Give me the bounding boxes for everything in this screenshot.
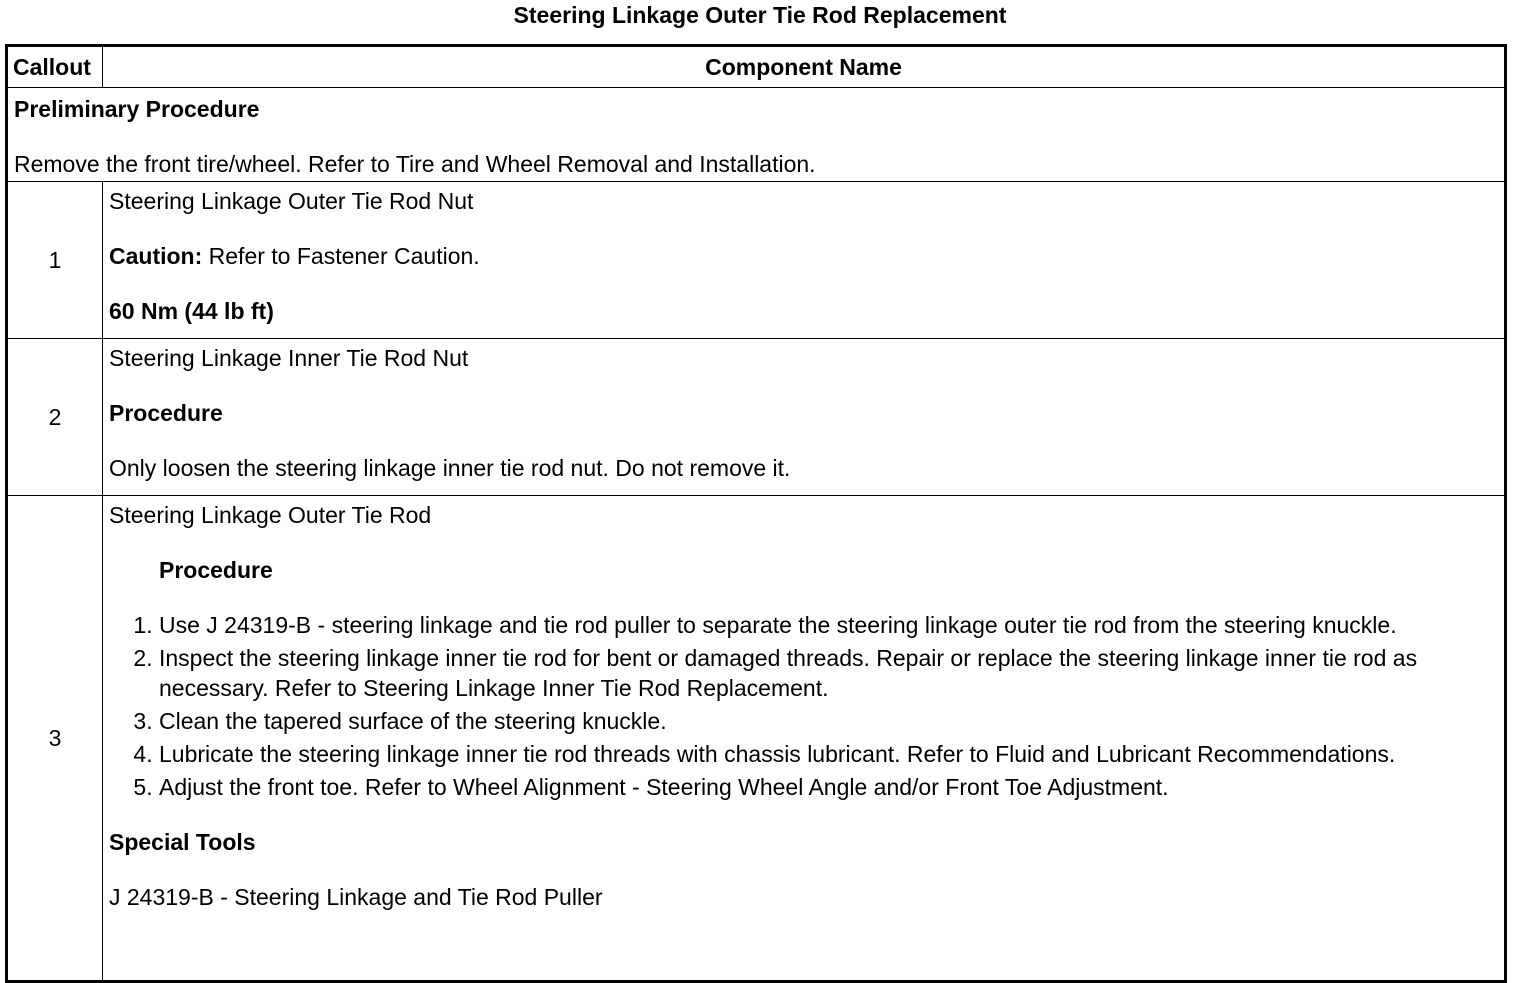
component-name-header: Component Name [103,46,1506,88]
procedure-step: 5. Adjust the front toe. Refer to Wheel Alignment - Steering Wheel Angle and/or Front Toe Adjustment. [159,772,1498,802]
callout-number: 3 [7,496,103,982]
procedure-step: 1. Use J 24319-B - steering linkage and tie rod puller to separate the steering linkage outer tie rod from the steering knuckle. [159,610,1498,640]
callout-header: Callout [7,46,103,88]
header-row [7,46,1506,88]
component-cell [103,182,1506,339]
component-cell [103,496,1506,982]
special-tools-heading: Special Tools [109,829,256,855]
procedure-table [5,44,1507,983]
callout-number: 1 [7,182,103,339]
page-title: Steering Linkage Outer Tie Rod Replacement [513,2,1007,28]
component-cell [103,339,1506,496]
procedure-step: 3. Clean the tapered surface of the steering knuckle. [159,706,1498,736]
procedure-steps [109,610,1498,802]
callout-number: 2 [7,339,103,496]
preliminary-row [7,88,1506,182]
caution-line [109,241,1498,271]
table-row [7,182,1506,339]
preliminary-text: Remove the front tire/wheel. Refer to Tire and Wheel Removal and Installation. [14,151,816,177]
table-row [7,496,1506,982]
component-name: Steering Linkage Outer Tie Rod Nut [109,188,474,214]
caution-label: Caution: [109,243,203,269]
torque-spec: 60 Nm (44 lb ft) [109,298,274,324]
component-name: Steering Linkage Inner Tie Rod Nut [109,345,469,371]
component-name: Steering Linkage Outer Tie Rod [109,502,432,528]
table-row [7,339,1506,496]
special-tools-text: J 24319-B - Steering Linkage and Tie Rod Puller [109,884,603,910]
preliminary-heading: Preliminary Procedure [14,96,260,122]
procedure-step: 2. Inspect the steering linkage inner tie rod for bent or damaged threads. Repair or replace the steering linkage inner tie rod as necessary. Refer to Steering Linkage Inner Tie Rod Replacement. [159,643,1498,703]
preliminary-cell [7,88,1506,182]
procedure-step: 4. Lubricate the steering linkage inner tie rod threads with chassis lubricant. Refer to Fluid and Lubricant Recommendations. [159,739,1498,769]
caution-text: Refer to Fastener Caution. [202,243,480,269]
procedure-heading: Procedure [159,557,273,583]
procedure-heading: Procedure [109,400,223,426]
procedure-text: Only loosen the steering linkage inner tie rod nut. Do not remove it. [109,455,791,481]
